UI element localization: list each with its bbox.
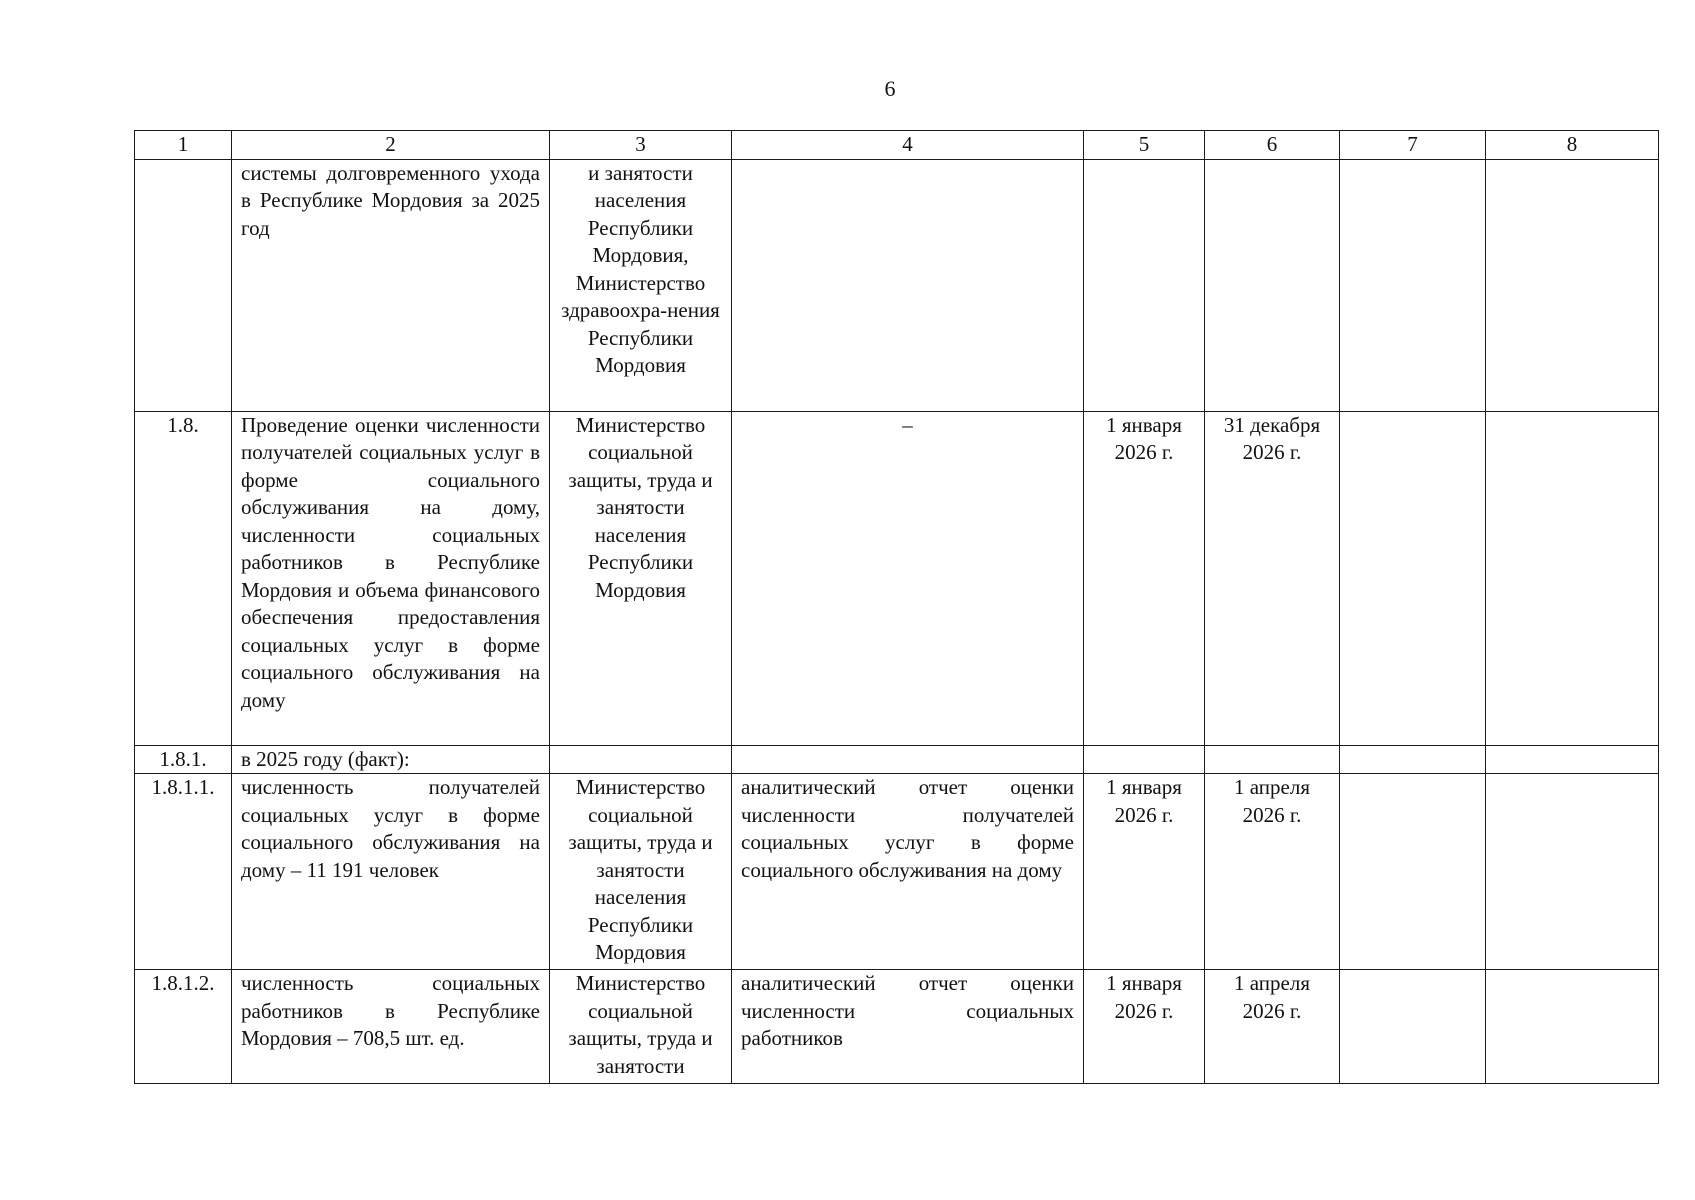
row-number: 1.8.1.2. bbox=[135, 970, 232, 1084]
page-number: 6 bbox=[884, 76, 896, 101]
column-8-cell bbox=[1486, 774, 1659, 970]
table-row bbox=[135, 159, 1659, 411]
result-cell bbox=[732, 745, 1084, 774]
start-date-cell: 1 января 2026 г. bbox=[1084, 970, 1205, 1084]
executor-cell: Министерство социальной защиты, труда и занятости bbox=[550, 970, 732, 1084]
column-7-cell bbox=[1340, 745, 1486, 774]
column-header: 1 bbox=[135, 131, 232, 160]
result-cell: – bbox=[732, 411, 1084, 745]
end-date-cell: 31 декабря 2026 г. bbox=[1205, 411, 1340, 745]
column-7-cell bbox=[1340, 159, 1486, 411]
executor-cell: Министерство социальной защиты, труда и занятости населения Республики Мордовия bbox=[550, 411, 732, 745]
activity-cell: системы долговременного ухода в Республике Мордовия за 2025 год bbox=[232, 159, 550, 411]
start-date-cell: 1 января 2026 г. bbox=[1084, 411, 1205, 745]
column-8-cell bbox=[1486, 411, 1659, 745]
activity-cell: в 2025 году (факт): bbox=[232, 745, 550, 774]
end-date-cell: 1 апреля 2026 г. bbox=[1205, 970, 1340, 1084]
start-date-cell bbox=[1084, 745, 1205, 774]
column-header: 7 bbox=[1340, 131, 1486, 160]
table-row bbox=[135, 745, 1659, 774]
column-header-row bbox=[135, 131, 1659, 160]
result-cell: аналитический отчет оценки численности получателей социальных услуг в форме социального обслуживания на дому bbox=[732, 774, 1084, 970]
end-date-cell: 1 апреля 2026 г. bbox=[1205, 774, 1340, 970]
row-number bbox=[135, 159, 232, 411]
column-header: 6 bbox=[1205, 131, 1340, 160]
column-8-cell bbox=[1486, 970, 1659, 1084]
activity-cell: Проведение оценки численности получателей социальных услуг в форме социального обслуживания на дому, численности социальных работников в Республике Мордовия и объема финансового обеспечения предоставления социальных услуг в форме социального обслуживания на дому bbox=[232, 411, 550, 745]
column-7-cell bbox=[1340, 411, 1486, 745]
table-row bbox=[135, 774, 1659, 970]
activity-cell: численность социальных работников в Республике Мордовия – 708,5 шт. ед. bbox=[232, 970, 550, 1084]
column-header: 2 bbox=[232, 131, 550, 160]
column-8-cell bbox=[1486, 159, 1659, 411]
result-cell: аналитический отчет оценки численности социальных работников bbox=[732, 970, 1084, 1084]
column-header: 8 bbox=[1486, 131, 1659, 160]
row-number: 1.8.1.1. bbox=[135, 774, 232, 970]
result-cell bbox=[732, 159, 1084, 411]
plan-table bbox=[134, 130, 1659, 1084]
row-number: 1.8. bbox=[135, 411, 232, 745]
column-8-cell bbox=[1486, 745, 1659, 774]
end-date-cell bbox=[1205, 745, 1340, 774]
end-date-cell bbox=[1205, 159, 1340, 411]
row-number: 1.8.1. bbox=[135, 745, 232, 774]
table-row bbox=[135, 970, 1659, 1084]
column-7-cell bbox=[1340, 774, 1486, 970]
column-header: 5 bbox=[1084, 131, 1205, 160]
column-header: 4 bbox=[732, 131, 1084, 160]
executor-cell bbox=[550, 745, 732, 774]
table-row bbox=[135, 411, 1659, 745]
start-date-cell: 1 января 2026 г. bbox=[1084, 774, 1205, 970]
start-date-cell bbox=[1084, 159, 1205, 411]
executor-cell: и занятости населения Республики Мордовия, Министерство здравоохра-нения Республики Мордовия bbox=[550, 159, 732, 411]
column-7-cell bbox=[1340, 970, 1486, 1084]
activity-cell: численность получателей социальных услуг в форме социального обслуживания на дому – 11 191 человек bbox=[232, 774, 550, 970]
column-header: 3 bbox=[550, 131, 732, 160]
executor-cell: Министерство социальной защиты, труда и занятости населения Республики Мордовия bbox=[550, 774, 732, 970]
